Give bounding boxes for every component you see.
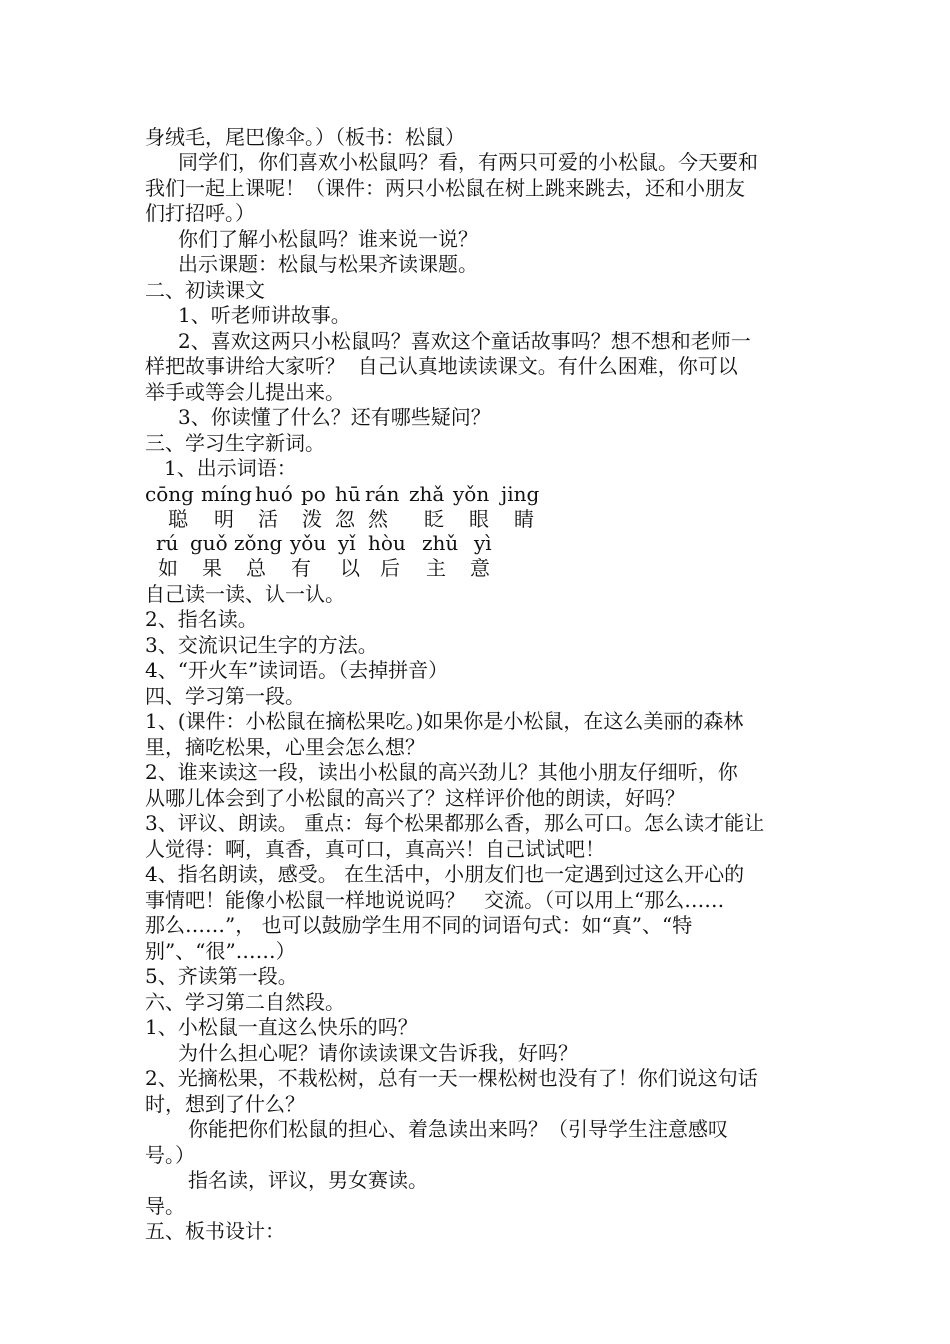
section-heading: 六、学习第二自然段。 xyxy=(145,990,345,1014)
text-line: 2、谁来读这一段，读出小松鼠的高兴劲儿？其他小朋友仔细听，你 xyxy=(145,760,738,784)
section-heading: 五、板书设计： xyxy=(145,1219,285,1243)
text-line: 1、小松鼠一直这么快乐的吗？ xyxy=(145,1015,418,1039)
pinyin: yǐ xyxy=(338,531,356,555)
text-line: 2、喜欢这两只小松鼠吗？喜欢这个童话故事吗？想不想和老师一 xyxy=(178,329,751,353)
section-heading: 二、初读课文 xyxy=(145,278,265,302)
hanzi: 聪 xyxy=(168,507,188,531)
text-line: 3、评议、朗读。 重点：每个松果都那么香，那么可口。怎么读才能让 xyxy=(145,811,765,835)
pinyin: guǒ xyxy=(190,531,228,555)
text-line: 从哪儿体会到了小松鼠的高兴了？这样评价他的朗读，好吗？ xyxy=(145,786,685,810)
text-line: 别”、“很”……） xyxy=(145,939,296,963)
hanzi: 忽 xyxy=(335,507,355,531)
pinyin: rú xyxy=(156,531,179,555)
hanzi: 如 xyxy=(158,556,178,580)
text-line: 3、交流识记生字的方法。 xyxy=(145,633,378,657)
text-line: 事情吧！能像小松鼠一样地说说吗？ 交流。（可以用上“那么…… xyxy=(145,888,725,912)
hanzi-row-1 xyxy=(145,506,665,532)
text-line: 同学们，你们喜欢小松鼠吗？看，有两只可爱的小松鼠。今天要和 xyxy=(178,150,758,174)
text-line: 身绒毛，尾巴像伞。）（板书：松鼠） xyxy=(145,125,465,149)
hanzi: 果 xyxy=(202,556,222,580)
hanzi: 泼 xyxy=(302,507,322,531)
pinyin: hòu xyxy=(368,531,406,555)
text-line: 人觉得：啊，真香，真可口，真高兴！自己试试吧！ xyxy=(145,837,605,861)
hanzi: 后 xyxy=(380,556,400,580)
hanzi: 活 xyxy=(258,507,278,531)
pinyin: cōng xyxy=(145,482,194,506)
text-line: 1、出示词语： xyxy=(164,456,297,480)
hanzi: 眨 xyxy=(424,507,444,531)
text-line: 那么……”， 也可以鼓励学生用不同的词语句式：如“真”、“特 xyxy=(145,913,693,937)
text-line: 我们一起上课呢！（课件：两只小松鼠在树上跳来跳去，还和小朋友 xyxy=(145,176,745,200)
text-line: 3、你读懂了什么？还有哪些疑问？ xyxy=(178,405,491,429)
text-line: 4、“开火车”读词语。（去掉拼音） xyxy=(145,658,449,682)
hanzi: 有 xyxy=(291,556,311,580)
pinyin: hū xyxy=(335,482,361,506)
hanzi-row-2 xyxy=(145,555,665,581)
text-line: 样把故事讲给大家听？ 自己认真地读读课文。有什么困难，你可以 xyxy=(145,354,738,378)
pinyin-row-1 xyxy=(145,481,665,507)
pinyin: zhǎ xyxy=(409,482,445,506)
text-line: 2、指名读。 xyxy=(145,607,258,631)
text-line: 举手或等会儿提出来。 xyxy=(145,380,345,404)
text-line: 自己读一读、认一认。 xyxy=(145,582,345,606)
pinyin-row-2 xyxy=(145,530,665,556)
section-heading: 四、学习第一段。 xyxy=(145,684,305,708)
pinyin: yì xyxy=(474,531,492,555)
hanzi: 明 xyxy=(214,507,234,531)
pinyin: yǒn xyxy=(453,482,490,506)
pinyin: huó xyxy=(255,482,293,506)
pinyin: míng xyxy=(201,482,253,506)
text-line: 里，摘吃松果，心里会怎么想？ xyxy=(145,735,425,759)
text-line: 指名读，评议，男女赛读。 xyxy=(188,1168,428,1192)
text-line: 出示课题：松鼠与松果齐读课题。 xyxy=(178,252,478,276)
hanzi: 总 xyxy=(246,556,266,580)
text-line: 你们了解小松鼠吗？谁来说一说？ xyxy=(178,227,478,251)
section-heading: 三、学习生字新词。 xyxy=(145,431,325,455)
text-line: 5、齐读第一段。 xyxy=(145,964,298,988)
hanzi: 意 xyxy=(470,556,490,580)
text-line: 1、听老师讲故事。 xyxy=(178,303,351,327)
text-line: 们打招呼。） xyxy=(145,201,255,225)
hanzi: 主 xyxy=(426,556,446,580)
text-line: 你能把你们松鼠的担心、着急读出来吗？（引导学生注意感叹 xyxy=(188,1117,728,1141)
hanzi: 睛 xyxy=(514,507,534,531)
text-line: 时，想到了什么？ xyxy=(145,1092,305,1116)
pinyin: jing xyxy=(501,482,540,506)
text-line: 为什么担心呢？请你读读课文告诉我，好吗？ xyxy=(178,1041,578,1065)
text-line: 4、指名朗读，感受。 在生活中，小朋友们也一定遇到过这么开心的 xyxy=(145,862,745,886)
text-line: 号。） xyxy=(145,1143,195,1167)
hanzi: 然 xyxy=(368,507,388,531)
pinyin: yǒu xyxy=(290,531,327,555)
pinyin: zhǔ xyxy=(422,531,459,555)
hanzi: 以 xyxy=(340,556,360,580)
pinyin: zǒng xyxy=(234,531,283,555)
hanzi: 眼 xyxy=(469,507,489,531)
text-line: 导。 xyxy=(145,1194,185,1218)
pinyin: po xyxy=(301,482,326,506)
text-line: 1、(课件：小松鼠在摘松果吃。)如果你是小松鼠，在这么美丽的森林 xyxy=(145,709,744,733)
pinyin: rán xyxy=(365,482,400,506)
text-line: 2、光摘松果，不栽松树，总有一天一棵松树也没有了！你们说这句话 xyxy=(145,1066,758,1090)
